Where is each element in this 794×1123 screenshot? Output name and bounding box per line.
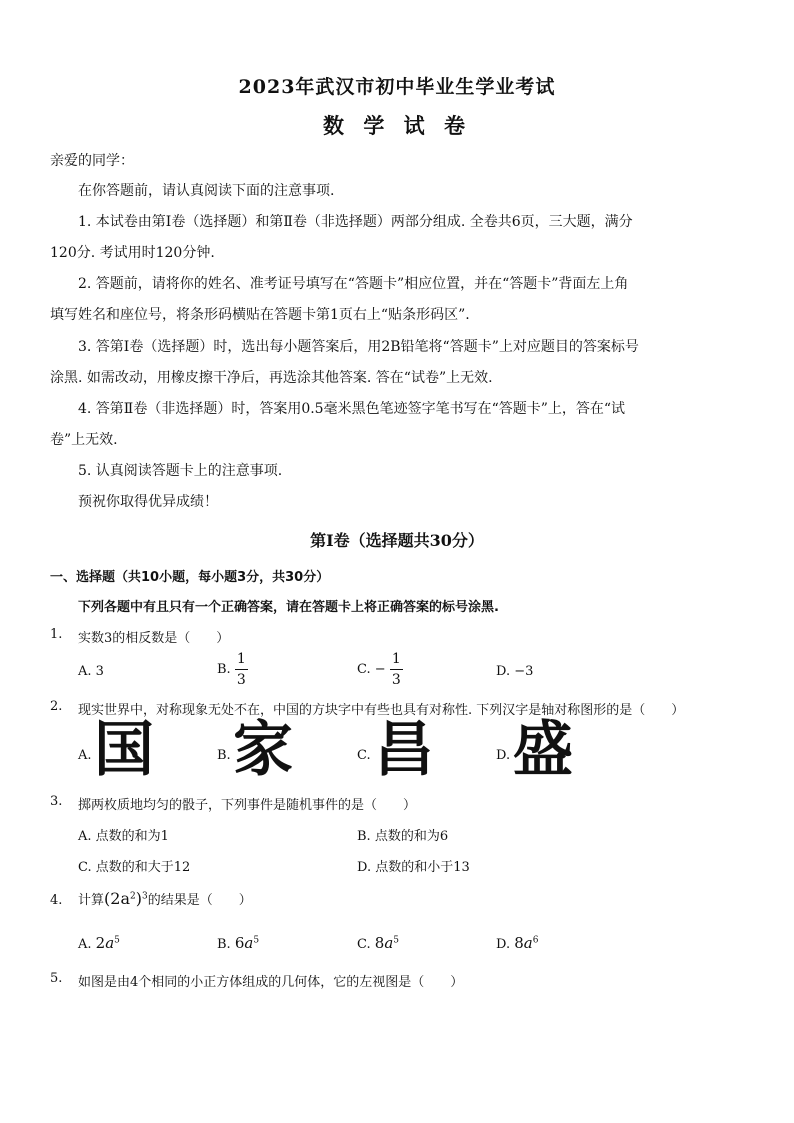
q1-option-b-denominator: 3 [236, 672, 246, 688]
q4-expr-outer-exp: 3 [141, 891, 148, 902]
q4-option-d-var: a [523, 934, 533, 952]
q1-option-b [217, 652, 248, 687]
q4-text [78, 889, 252, 908]
q4-expr-inner-exp: 2 [129, 891, 136, 902]
q1-option-c-fraction [390, 652, 403, 687]
q1-option-d: D. −3 [496, 664, 534, 679]
q2-number: 2. [50, 699, 63, 714]
q4-option-b-coef: 6 [234, 934, 245, 952]
q3-text: 掷两枚质地均匀的骰子，下列事件是随机事件的是（ ） [78, 798, 417, 813]
notice-item-2-line-2: 填写姓名和座位号，将条形码横贴在答题卡第1页右上“贴条形码区”. [50, 307, 470, 323]
q4-option-c-var: a [384, 934, 394, 952]
q1-option-b-label: B. [217, 662, 231, 677]
q4-option-b-label: B. [217, 937, 231, 952]
q5-number: 5. [50, 971, 63, 986]
q1-option-c-label: C. [357, 662, 371, 677]
q1-option-c-denominator: 3 [391, 672, 401, 688]
notice-item-3-line-1: 3. 答第Ⅰ卷（选择题）时，选出每小题答案后，用2B铅笔将“答题卡”上对应题目的答案标号 [78, 339, 639, 355]
q4-text-post: 的结果是（ ） [147, 893, 252, 908]
q2-option-b-char: 家 [233, 715, 293, 785]
q1-option-a: A. 3 [78, 664, 104, 679]
q4-option-c [357, 934, 399, 952]
q2-option-a-label: A. [78, 748, 92, 763]
q4-number: 4. [50, 893, 63, 908]
q4-option-b [217, 934, 259, 952]
q4-expr-close: ) [135, 889, 142, 908]
q1-number: 1. [50, 627, 63, 642]
exam-title: 2023年武汉市初中毕业生学业考试 [238, 76, 556, 98]
section-heading: 一、选择题（共10小题，每小题3分，共30分） [50, 570, 330, 585]
q1-text: 实数3的相反数是（ ） [78, 631, 230, 646]
notice-item-4-line-2: 卷”上无效. [50, 432, 118, 448]
q2-option-d-char: 盛 [513, 715, 573, 785]
q4-option-c-coef: 8 [374, 934, 385, 952]
q3-option-d: D. 点数的和小于13 [357, 860, 470, 875]
q5-text: 如图是由4个相同的小正方体组成的几何体，它的左视图是（ ） [78, 975, 464, 990]
q4-expr-base: (2a [104, 889, 130, 908]
q4-option-d-label: D. [496, 937, 511, 952]
q4-option-a-var: a [105, 934, 115, 952]
q1-option-c-sign: − [374, 662, 386, 677]
notice-item-2-line-1: 2. 答题前，请将你的姓名、准考证号填写在“答题卡”相应位置，并在“答题卡”背面左上角 [78, 276, 629, 292]
q4-option-d [496, 934, 538, 952]
q4-option-d-coef: 8 [514, 934, 524, 952]
q4-option-a-label: A. [78, 937, 92, 952]
q2-option-b-label: B. [217, 748, 231, 763]
q3-number: 3. [50, 794, 63, 809]
q4-option-d-exp: 6 [532, 935, 539, 946]
q4-text-pre: 计算 [78, 893, 105, 908]
notice-greeting: 亲爱的同学： [50, 153, 134, 169]
q2-option-a-char: 国 [94, 715, 154, 785]
q3-option-a: A. 点数的和为1 [78, 829, 169, 844]
section-title: 第Ⅰ卷（选择题共30分） [310, 531, 484, 550]
q4-option-c-label: C. [357, 937, 371, 952]
q4-option-b-var: a [244, 934, 254, 952]
q4-option-c-exp: 5 [393, 935, 399, 946]
q3-option-b: B. 点数的和为6 [357, 829, 449, 844]
q4-option-a-exp: 5 [114, 935, 120, 946]
notice-item-4-line-1: 4. 答第Ⅱ卷（非选择题）时，答案用0.5毫米黑色笔迹签字笔书写在“答题卡”上，答在“试 [78, 401, 626, 417]
q1-option-c [357, 652, 403, 687]
q1-option-b-fraction [235, 652, 248, 687]
exam-subtitle: 数 学 试 卷 [323, 113, 471, 138]
notice-item-3-line-2: 涂黑. 如需改动，用橡皮擦干净后，再选涂其他答案. 答在“试卷”上无效. [50, 370, 493, 386]
q3-option-c: C. 点数的和大于12 [78, 860, 191, 875]
notice-intro: 在你答题前，请认真阅读下面的注意事项. [78, 183, 335, 199]
notice-item-1-line-2: 120分. 考试用时120分钟. [50, 245, 215, 261]
q2-option-c-char: 昌 [374, 715, 434, 785]
notice-wish: 预祝你取得优异成绩！ [78, 494, 218, 510]
notice-item-5: 5. 认真阅读答题卡上的注意事项. [78, 463, 283, 479]
q4-option-a [78, 934, 120, 952]
q4-option-b-exp: 5 [253, 935, 260, 946]
q1-option-c-numerator: 1 [390, 652, 403, 670]
q1-option-b-numerator: 1 [235, 652, 248, 670]
notice-item-1-line-1: 1. 本试卷由第Ⅰ卷（选择题）和第Ⅱ卷（非选择题）两部分组成. 全卷共6页，三大题，满分 [78, 214, 633, 230]
q2-option-d-label: D. [496, 748, 511, 763]
q4-option-a-coef: 2 [95, 934, 106, 952]
q2-text: 现实世界中，对称现象无处不在，中国的方块字中有些也具有对称性. 下列汉字是轴对称图形的是（ ） [78, 703, 685, 718]
section-instruction: 下列各题中有且只有一个正确答案，请在答题卡上将正确答案的标号涂黑. [78, 600, 499, 615]
q2-option-c-label: C. [357, 748, 371, 763]
